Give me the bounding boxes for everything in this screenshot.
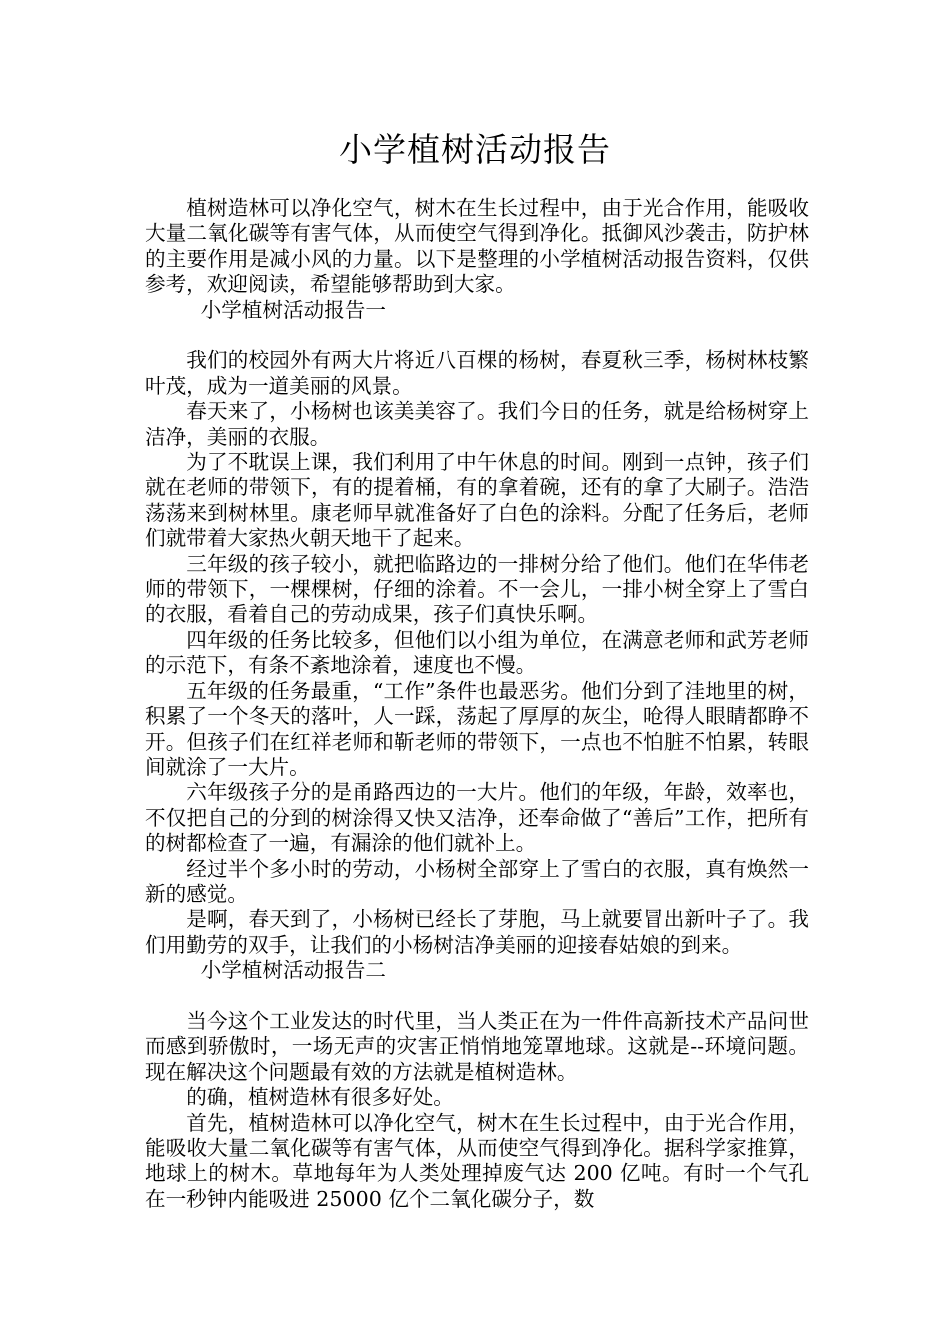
paragraph: 三年级的孩子较小，就把临路边的一排树分给了他们。他们在华伟老师的带领下，一棵棵树，仔细的涂着。不一会儿，一排小树全穿上了雪白的衣服，看着自己的劳动成果，孩子们真快乐啊。 [145,551,809,627]
blank-line [145,323,809,348]
document-title: 小学植树活动报告 [339,130,611,169]
blank-line [145,984,809,1009]
paragraph: 经过半个多小时的劳动，小杨树全部穿上了雪白的衣服，真有焕然一新的感觉。 [145,856,809,906]
paragraph: 为了不耽误上课，我们利用了中午休息的时间。刚到一点钟，孩子们就在老师的带领下，有的提着桶，有的拿着碗，还有的拿了大刷子。浩浩荡荡来到树林里。康老师早就准备好了白色的涂料。分配了任务后，老师们就带着大家热火朝天地干了起来。 [145,450,809,551]
paragraph: 的确，植树造林有很多好处。 [186,1085,454,1110]
paragraph: 当今这个工业发达的时代里，当人类正在为一件件高新技术产品问世而感到骄傲时，一场无声的灾害正悄悄地笼罩地球。这就是--环境问题。现在解决这个问题最有效的方法就是植树造林。 [145,1008,809,1084]
paragraph: 五年级的任务最重，“工作”条件也最恶劣。他们分到了洼地里的树，积累了一个冬天的落叶，人一踩，荡起了厚厚的灰尘，呛得人眼睛都睁不开。但孩子们在红祥老师和靳老师的带领下，一点也不怕脏不怕累，转眼间就涂了一大片。 [145,678,809,779]
document-body [145,196,809,1212]
paragraph: 首先，植树造林可以净化空气，树木在生长过程中，由于光合作用，能吸收大量二氧化碳等有害气体，从而使空气得到净化。据科学家推算，地球上的树木。草地每年为人类处理掉废气达 200 亿吨。有时一个气孔在一秒钟内能吸进 25000 亿个二氧化碳分子，数 [145,1110,809,1211]
section-heading-1: 小学植树活动报告一 [200,297,386,322]
paragraph: 我们的校园外有两大片将近八百棵的杨树，春夏秋三季，杨树林枝繁叶茂，成为一道美丽的风景。 [145,348,809,398]
paragraph: 六年级孩子分的是甬路西边的一大片。他们的年级，年龄，效率也，不仅把自己的分到的树涂得又快又洁净，还奉命做了“善后”工作，把所有的树都检查了一遍，有漏涂的他们就补上。 [145,780,809,856]
paragraph: 春天来了，小杨树也该美美容了。我们今日的任务，就是给杨树穿上洁净，美丽的衣服。 [145,399,809,449]
paragraph: 四年级的任务比较多，但他们以小组为单位，在满意老师和武芳老师的示范下，有条不紊地涂着，速度也不慢。 [145,627,809,678]
intro-paragraph: 植树造林可以净化空气，树木在生长过程中，由于光合作用，能吸收大量二氧化碳等有害气体，从而使空气得到净化。抵御风沙袭击，防护林的主要作用是减小风的力量。以下是整理的小学植树活动报告资料，仅供参考，欢迎阅读，希望能够帮助到大家。 [145,196,809,297]
section-heading-2: 小学植树活动报告二 [200,958,386,983]
paragraph: 是啊，春天到了，小杨树已经长了芽胞，马上就要冒出新叶子了。我们用勤劳的双手，让我们的小杨树洁净美丽的迎接春姑娘的到来。 [145,907,809,957]
